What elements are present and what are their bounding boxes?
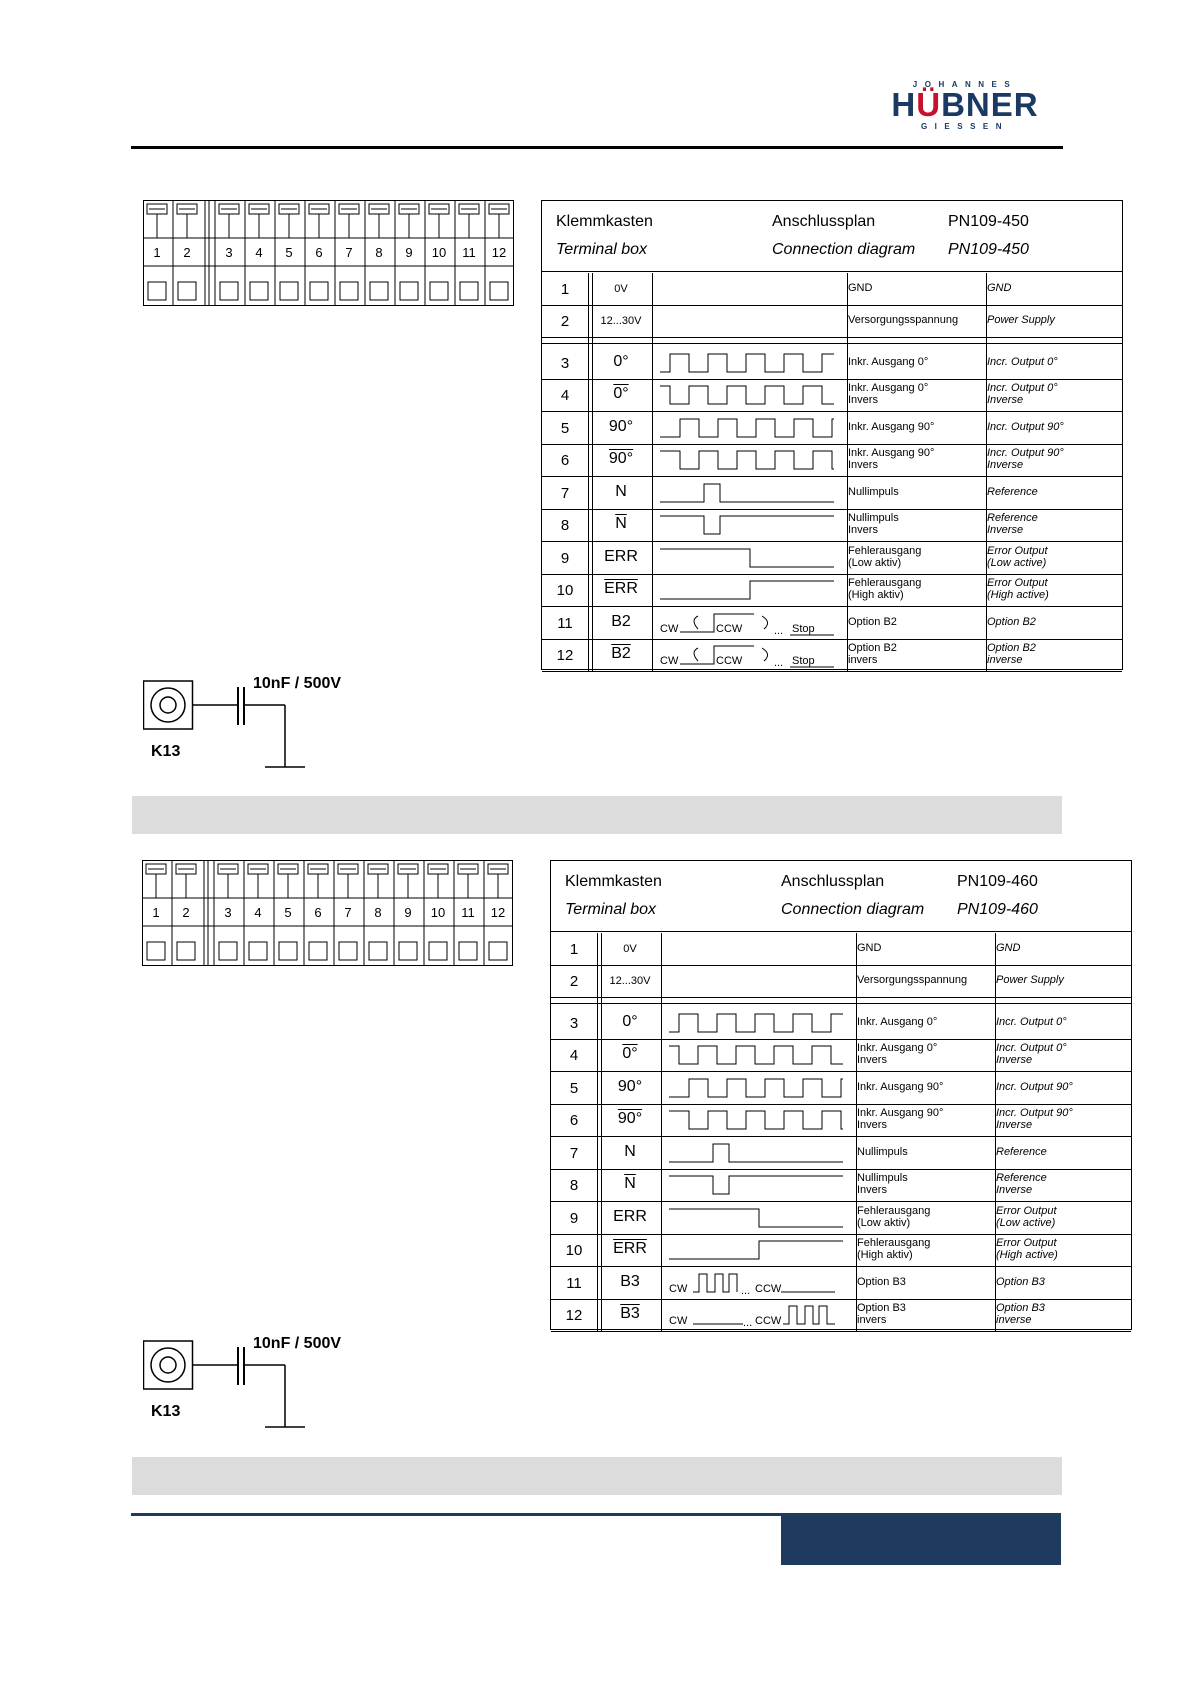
terminal-number: 11 <box>461 905 475 920</box>
capacitor-diagram <box>143 675 443 775</box>
signal-waveform <box>654 543 844 573</box>
description-en: Reference Inverse <box>996 1172 1047 1196</box>
description-de: Inkr. Ausgang 0° <box>848 356 929 368</box>
table-row <box>551 1202 1131 1234</box>
table-row <box>542 273 1122 305</box>
cw-label: CW <box>660 623 679 635</box>
row-divider <box>542 343 1122 344</box>
description-de: Option B2 invers <box>848 642 897 666</box>
pin-number: 5 <box>560 420 570 437</box>
row-divider <box>542 671 1122 672</box>
header-en-box: Terminal box <box>556 241 648 258</box>
signal-name: 90° <box>608 450 634 467</box>
stop-label: Stop <box>792 623 815 635</box>
signal-name: 12...30V <box>609 975 651 987</box>
table-row <box>542 639 1122 671</box>
description-en: Option B2 inverse <box>987 642 1036 666</box>
svg-text:...: ... <box>774 625 784 637</box>
logo-brand: HÜBNER <box>891 86 1039 123</box>
terminal-number: 9 <box>404 905 412 920</box>
description-de: Nullimpuls Invers <box>857 1172 908 1196</box>
pin-number: 9 <box>560 550 570 567</box>
description-de: Option B2 <box>848 616 897 628</box>
table-row <box>551 933 1131 965</box>
signal-name: 0V <box>623 943 637 955</box>
header-en-plan: Connection diagram <box>781 901 925 918</box>
terminal-number: 10 <box>431 245 447 260</box>
signal-waveform <box>654 575 844 605</box>
signal-name: $\overline{N}$ <box>624 1175 636 1192</box>
terminal-number: 9 <box>405 245 413 260</box>
logo-top-text: JOHANNES <box>912 80 1018 89</box>
signal-name: N <box>615 483 627 500</box>
pin-number: 3 <box>569 1015 579 1032</box>
description-en: Reference <box>987 486 1038 498</box>
svg-text:...: ... <box>774 657 784 669</box>
signal-waveform <box>654 413 844 443</box>
ccw-label: CCW <box>755 1283 782 1295</box>
table-row <box>551 1267 1131 1299</box>
signal-name: 0° <box>622 1013 638 1030</box>
terminal-number: 10 <box>430 905 446 920</box>
pin-number: 10 <box>556 582 574 599</box>
terminal-number: 6 <box>314 905 322 920</box>
table-row <box>551 1007 1131 1039</box>
table-row <box>551 965 1131 997</box>
header-divider <box>551 931 1131 932</box>
row-divider <box>551 997 1131 998</box>
logo-bottom-text: GIESSEN <box>920 122 1010 131</box>
terminal-k13-label: K13 <box>151 743 181 760</box>
signal-name: 0° <box>622 1045 638 1062</box>
signal-name: ERR <box>604 548 638 565</box>
signal-name: $\overline{ERR}$ <box>604 580 638 597</box>
signal-waveform <box>654 445 844 475</box>
pin-number: 12 <box>556 647 574 664</box>
pin-number: 4 <box>569 1047 579 1064</box>
pin-number: 7 <box>569 1145 579 1162</box>
terminal-number: 3 <box>225 245 233 260</box>
description-de: Fehlerausgang (High aktiv) <box>848 577 922 601</box>
terminal-number: 5 <box>284 905 292 920</box>
description-de: Fehlerausgang (Low aktiv) <box>848 545 922 569</box>
ccw-label: CCW <box>755 1315 782 1327</box>
header-pn-it: PN109-450 <box>948 241 1029 258</box>
description-en: Incr. Output 90° <box>996 1081 1073 1093</box>
signal-waveform <box>654 348 844 378</box>
description-de: Option B3 <box>857 1276 906 1288</box>
description-en: Incr. Output 90° Inverse <box>996 1107 1073 1131</box>
description-en: Error Output (Low active) <box>996 1205 1057 1229</box>
description-de: Inkr. Ausgang 90° Invers <box>848 447 935 471</box>
pin-number: 11 <box>566 1275 582 1292</box>
description-en: Incr. Output 0° <box>987 356 1058 368</box>
footer-box <box>781 1515 1061 1565</box>
header-pn: PN109-450 <box>948 213 1029 230</box>
terminal-number: 8 <box>375 245 383 260</box>
pin-number: 8 <box>569 1177 579 1194</box>
signal-waveform <box>663 1203 853 1233</box>
row-divider <box>542 337 1122 338</box>
signal-waveform <box>654 608 844 638</box>
description-en: Reference Inverse <box>987 512 1038 536</box>
pin-number: 6 <box>560 452 570 469</box>
terminal-number: 1 <box>153 245 161 260</box>
signal-name: N <box>624 1143 636 1160</box>
pin-number: 6 <box>569 1112 579 1129</box>
description-de: Fehlerausgang (High aktiv) <box>857 1237 931 1261</box>
table-row <box>542 607 1122 639</box>
section-bar <box>132 796 1062 834</box>
connection-diagram <box>541 200 1123 670</box>
description-en: Reference <box>996 1146 1047 1158</box>
description-en: GND <box>996 942 1021 954</box>
terminal-number: 2 <box>183 245 191 260</box>
table-row <box>551 1039 1131 1071</box>
section-bar <box>132 1457 1062 1495</box>
description-de: Inkr. Ausgang 0° <box>857 1016 938 1028</box>
signal-name: B3 <box>620 1305 640 1322</box>
terminal-number: 3 <box>224 905 232 920</box>
signal-waveform <box>654 478 844 508</box>
terminal-number: 7 <box>345 245 353 260</box>
terminal-k13-label: K13 <box>151 1403 181 1420</box>
svg-text:...: ... <box>743 1317 753 1329</box>
signal-waveform <box>663 1235 853 1265</box>
description-de: Inkr. Ausgang 90° Invers <box>857 1107 944 1131</box>
description-de: Versorgungsspannung <box>848 314 959 326</box>
terminal-number: 4 <box>255 245 263 260</box>
signal-waveform <box>654 640 844 670</box>
signal-waveform <box>654 380 844 410</box>
terminal-number: 5 <box>285 245 293 260</box>
pin-number: 1 <box>569 941 579 958</box>
ccw-label: CCW <box>716 655 743 667</box>
description-en: Power Supply <box>987 314 1055 326</box>
signal-name: 0V <box>614 283 628 295</box>
header-pn: PN109-460 <box>957 873 1038 890</box>
table-row <box>542 444 1122 476</box>
header-en-box: Terminal box <box>565 901 657 918</box>
description-en: Incr. Output 90° Inverse <box>987 447 1064 471</box>
description-de: Inkr. Ausgang 0° Invers <box>857 1042 938 1066</box>
signal-waveform <box>663 1073 853 1103</box>
table-row <box>542 305 1122 337</box>
signal-name: 90° <box>617 1078 643 1095</box>
signal-waveform <box>663 1268 853 1298</box>
description-en: Incr. Output 90° <box>987 421 1064 433</box>
signal-name: B3 <box>620 1273 640 1290</box>
pin-number: 2 <box>560 313 570 330</box>
cw-label: CW <box>660 655 679 667</box>
pin-number: 10 <box>565 1242 583 1259</box>
header-de-box: Klemmkasten <box>556 213 653 230</box>
description-en: Error Output (High active) <box>987 577 1049 601</box>
row-divider <box>551 1003 1131 1004</box>
terminal-number: 7 <box>344 905 352 920</box>
signal-waveform <box>663 1138 853 1168</box>
description-de: Option B3 invers <box>857 1302 906 1326</box>
description-en: Incr. Output 0° <box>996 1016 1067 1028</box>
cw-label: CW <box>669 1315 688 1327</box>
signal-waveform <box>663 1300 853 1330</box>
signal-name: 90° <box>617 1110 643 1127</box>
signal-waveform <box>654 510 844 540</box>
pin-number: 12 <box>565 1307 583 1324</box>
terminal-number: 2 <box>182 905 190 920</box>
description-en: Incr. Output 0° Inverse <box>987 382 1058 406</box>
signal-waveform <box>663 1008 853 1038</box>
table-row <box>551 1234 1131 1266</box>
stop-label: Stop <box>792 655 815 667</box>
capacitor-diagram <box>143 1335 443 1435</box>
terminal-number: 8 <box>374 905 382 920</box>
pin-number: 4 <box>560 387 570 404</box>
table-row <box>542 412 1122 444</box>
table-row <box>542 574 1122 606</box>
description-de: Nullimpuls <box>857 1146 908 1158</box>
svg-text:...: ... <box>741 1285 751 1297</box>
description-de: GND <box>857 942 882 954</box>
pin-number: 5 <box>569 1080 579 1097</box>
header-de-plan: Anschlussplan <box>781 873 885 890</box>
description-en: Power Supply <box>996 974 1064 986</box>
signal-waveform <box>663 1105 853 1135</box>
table-row <box>551 1104 1131 1136</box>
table-row <box>542 379 1122 411</box>
pin-number: 11 <box>557 615 573 632</box>
connection-diagram <box>550 860 1132 1330</box>
pin-number: 7 <box>560 485 570 502</box>
signal-name: B2 <box>611 613 631 630</box>
ccw-label: CCW <box>716 623 743 635</box>
description-en: Error Output (High active) <box>996 1237 1058 1261</box>
table-row <box>551 1072 1131 1104</box>
description-en: Option B3 inverse <box>996 1302 1045 1326</box>
pin-number: 1 <box>560 281 570 298</box>
description-de: Inkr. Ausgang 90° <box>857 1081 944 1093</box>
terminal-number: 12 <box>490 905 506 920</box>
row-divider <box>551 1331 1131 1332</box>
terminal-number: 11 <box>462 245 476 260</box>
header-de-box: Klemmkasten <box>565 873 662 890</box>
table-row <box>542 477 1122 509</box>
signal-waveform <box>663 1040 853 1070</box>
terminal-number: 4 <box>254 905 262 920</box>
description-de: Nullimpuls <box>848 486 899 498</box>
table-row <box>542 509 1122 541</box>
description-en: Option B2 <box>987 616 1036 628</box>
signal-name: 12...30V <box>600 315 642 327</box>
pin-number: 8 <box>560 517 570 534</box>
table-row <box>542 347 1122 379</box>
header-pn-it: PN109-460 <box>957 901 1038 918</box>
cw-label: CW <box>669 1283 688 1295</box>
table-row <box>551 1299 1131 1331</box>
header-en-plan: Connection diagram <box>772 241 916 258</box>
description-de: Versorgungsspannung <box>857 974 968 986</box>
terminal-number: 6 <box>315 245 323 260</box>
signal-name: 90° <box>608 418 634 435</box>
terminal-number: 1 <box>152 905 160 920</box>
terminal-strip <box>142 860 512 967</box>
description-de: Nullimpuls Invers <box>848 512 899 536</box>
signal-name: B2 <box>611 645 631 662</box>
header-de-plan: Anschlussplan <box>772 213 876 230</box>
header-rule <box>131 146 1063 149</box>
capacitor-value: 10nF / 500V <box>253 1335 342 1352</box>
company-logo <box>870 80 1060 130</box>
table-row <box>542 542 1122 574</box>
signal-name: 0° <box>613 385 629 402</box>
terminal-number: 12 <box>491 245 507 260</box>
description-de: Inkr. Ausgang 90° <box>848 421 935 433</box>
signal-name: $\overline{N}$ <box>615 515 627 532</box>
description-en: Option B3 <box>996 1276 1045 1288</box>
pin-number: 3 <box>560 355 570 372</box>
description-en: GND <box>987 282 1012 294</box>
pin-number: 9 <box>569 1210 579 1227</box>
terminal-strip <box>143 200 513 307</box>
pin-number: 2 <box>569 973 579 990</box>
description-de: Inkr. Ausgang 0° Invers <box>848 382 929 406</box>
signal-waveform <box>663 1170 853 1200</box>
description-de: GND <box>848 282 873 294</box>
description-en: Incr. Output 0° Inverse <box>996 1042 1067 1066</box>
signal-name: 0° <box>613 353 629 370</box>
description-en: Error Output (Low active) <box>987 545 1048 569</box>
header-divider <box>542 271 1122 272</box>
description-de: Fehlerausgang (Low aktiv) <box>857 1205 931 1229</box>
capacitor-value: 10nF / 500V <box>253 675 342 692</box>
signal-name: ERR <box>613 1208 647 1225</box>
table-row <box>551 1137 1131 1169</box>
signal-name: $\overline{ERR}$ <box>613 1240 647 1257</box>
table-row <box>551 1169 1131 1201</box>
